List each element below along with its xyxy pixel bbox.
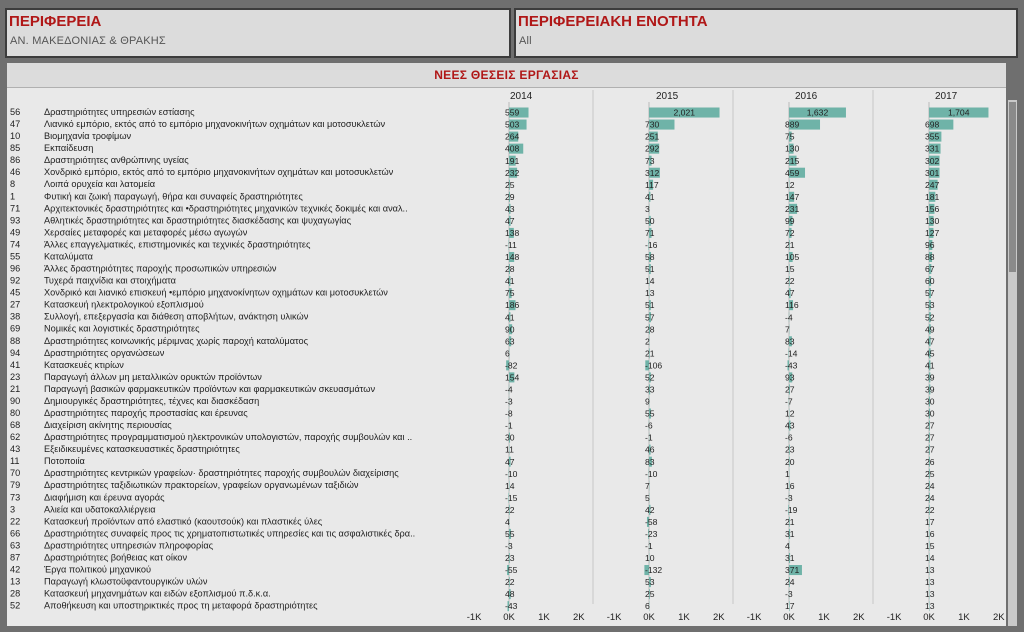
row-code: 49 bbox=[10, 227, 21, 238]
data-label: 156 bbox=[925, 203, 940, 214]
data-label: -3 bbox=[505, 396, 513, 407]
row-code: 94 bbox=[10, 347, 21, 358]
row-label: Δραστηριότητες συναφείς προς τις χρηματοπιστωτικές υπηρεσίες και τις ασφαλιστικές δρα.. bbox=[44, 528, 416, 539]
row-code: 52 bbox=[10, 600, 21, 611]
data-label: 67 bbox=[925, 264, 935, 275]
data-label: 730 bbox=[645, 119, 660, 130]
row-label: Εξειδικευμένες κατασκευαστικές δραστηριότητες bbox=[44, 444, 240, 455]
row-code: 47 bbox=[10, 119, 21, 130]
data-label: 88 bbox=[925, 252, 935, 263]
data-label: 312 bbox=[645, 167, 660, 178]
row-code: 10 bbox=[10, 131, 21, 142]
row-code: 41 bbox=[10, 359, 21, 370]
data-label: 13 bbox=[925, 565, 935, 576]
data-label: 47 bbox=[505, 456, 515, 467]
row-code: 38 bbox=[10, 311, 21, 322]
row-code: 56 bbox=[10, 107, 21, 117]
row-label: Λοιπά ορυχεία και λατομεία bbox=[44, 179, 156, 190]
row-code: 93 bbox=[10, 215, 21, 226]
data-label: 12 bbox=[785, 179, 795, 190]
data-label: 292 bbox=[645, 143, 660, 154]
row-code: 69 bbox=[10, 323, 21, 334]
data-label: 186 bbox=[505, 300, 520, 311]
data-label: -10 bbox=[645, 468, 658, 479]
row-label: Δραστηριότητες κεντρικών γραφείων· δραστηριότητες παροχής συμβουλών διαχείρισης bbox=[44, 468, 399, 479]
row-label: Κατασκευή προϊόντων από ελαστικό (καουτσούκ) και πλαστικές ύλες bbox=[44, 516, 323, 527]
data-label: 12 bbox=[785, 408, 795, 419]
data-label: 22 bbox=[505, 504, 515, 515]
row-code: 23 bbox=[10, 371, 21, 382]
data-label: 30 bbox=[505, 432, 515, 443]
row-code: 8 bbox=[10, 179, 16, 190]
data-label: 247 bbox=[925, 179, 940, 190]
row-code: 96 bbox=[10, 263, 21, 274]
data-label: 29 bbox=[505, 191, 515, 202]
x-tick-label: 1K bbox=[678, 612, 690, 623]
data-label: 7 bbox=[785, 324, 790, 335]
x-tick-label: 1K bbox=[538, 612, 550, 623]
row-label: Χονδρικό και λιανικό επισκευή •εμπόριο μηχανοκίνητων οχημάτων και μοτοσυκλετών bbox=[44, 287, 388, 298]
data-label: 231 bbox=[785, 203, 800, 214]
row-code: 43 bbox=[10, 444, 21, 455]
data-label: 33 bbox=[645, 384, 655, 395]
row-label: Χερσαίες μεταφορές και μεταφορές μέσω αγωγών bbox=[44, 227, 248, 238]
row-code: 70 bbox=[10, 468, 21, 479]
x-tick-label: -1K bbox=[466, 612, 482, 623]
data-label: 116 bbox=[785, 300, 799, 311]
row-code: 66 bbox=[10, 528, 21, 539]
scrollbar-thumb[interactable] bbox=[1009, 102, 1016, 272]
regional-unit-slicer-title: ΠΕΡΙΦΕΡΕΙΑΚΗ ΕΝΟΤΗΤΑ bbox=[518, 13, 708, 30]
x-tick-label: 0K bbox=[503, 612, 515, 623]
data-label: 47 bbox=[925, 336, 935, 347]
row-label: Δραστηριότητες ταξιδιωτικών πρακτορείων, γραφείων οργανωμένων ταξιδιών bbox=[44, 480, 359, 491]
row-code: 71 bbox=[10, 203, 21, 214]
data-label: 215 bbox=[785, 155, 800, 166]
year-header-2015: 2015 bbox=[656, 91, 679, 102]
data-label: -6 bbox=[645, 420, 653, 431]
x-tick-label: 0K bbox=[783, 612, 795, 623]
data-label: 25 bbox=[505, 179, 515, 190]
new-jobs-chart bbox=[7, 88, 1006, 626]
data-label: 301 bbox=[925, 167, 940, 178]
data-label: 71 bbox=[645, 228, 655, 238]
data-label: 28 bbox=[645, 324, 655, 335]
data-label: 148 bbox=[505, 252, 520, 263]
data-label: 21 bbox=[785, 516, 795, 527]
data-label: 50 bbox=[645, 215, 655, 226]
data-label: 13 bbox=[925, 589, 935, 600]
data-label: 355 bbox=[925, 131, 940, 142]
region-slicer[interactable] bbox=[5, 8, 511, 58]
data-label: 371 bbox=[785, 565, 800, 576]
data-label: 331 bbox=[925, 143, 940, 154]
row-code: 45 bbox=[10, 287, 21, 298]
row-label: Αθλητικές δραστηριότητες και δραστηριότητες διασκέδασης και ψυχαγωγίας bbox=[44, 215, 351, 226]
row-label: Ποτοποιία bbox=[44, 456, 85, 467]
data-label: -8 bbox=[505, 408, 513, 419]
row-code: 42 bbox=[10, 564, 21, 575]
data-label: 25 bbox=[645, 589, 655, 600]
data-label: 47 bbox=[785, 288, 795, 299]
data-label: -23 bbox=[645, 529, 658, 539]
row-label: Δραστηριότητες παροχής προστασίας και έρευνας bbox=[44, 408, 248, 418]
x-tick-label: 0K bbox=[923, 612, 935, 623]
data-label: 27 bbox=[785, 384, 795, 395]
data-label: 21 bbox=[785, 240, 795, 251]
x-tick-label: 1K bbox=[818, 612, 830, 623]
data-label: 72 bbox=[785, 228, 795, 238]
row-code: 86 bbox=[10, 155, 21, 166]
data-label: 14 bbox=[505, 480, 515, 491]
row-label: Παραγωγή άλλων μη μεταλλικών ορυκτών προϊόντων bbox=[44, 371, 262, 382]
row-code: 3 bbox=[10, 504, 16, 515]
row-code: 1 bbox=[10, 191, 16, 202]
data-label: 47 bbox=[505, 215, 515, 226]
row-label: Έργα πολιτικού μηχανικού bbox=[44, 564, 152, 575]
data-label: 24 bbox=[925, 480, 935, 491]
data-label: 559 bbox=[505, 107, 520, 118]
data-label: 264 bbox=[505, 131, 520, 142]
row-code: 13 bbox=[10, 576, 21, 587]
data-label: 130 bbox=[925, 215, 940, 226]
data-label: 52 bbox=[925, 312, 935, 323]
data-label: 96 bbox=[925, 240, 935, 251]
row-label: Συλλογή, επεξεργασία και διάθεση αποβλήτων, ανάκτηση υλικών bbox=[44, 311, 309, 322]
row-label: Δραστηριότητες υπηρεσιών εστίασης bbox=[44, 107, 195, 117]
row-code: 28 bbox=[10, 588, 21, 599]
row-label: Νομικές και λογιστικές δραστηριότητες bbox=[44, 323, 200, 334]
row-label: Παραγωγή κλωστοϋφαντουργικών υλών bbox=[44, 576, 208, 587]
data-label: 83 bbox=[645, 456, 655, 467]
row-label: Κατασκευή ηλεκτρολογικού εξοπλισμού bbox=[44, 299, 204, 310]
data-label: 17 bbox=[925, 516, 935, 527]
row-label: Δραστηριότητες κοινωνικής μέριμνας χωρίς παροχή καταλύματος bbox=[44, 335, 309, 346]
row-label: Κατασκευή μηχανημάτων και ειδών εξοπλισμού π.δ.κ.α. bbox=[44, 588, 271, 599]
row-label: Λιανικό εμπόριο, εκτός από το εμπόριο μηχανοκινήτων οχημάτων και μοτοσυκλετών bbox=[44, 119, 386, 130]
data-label: 7 bbox=[645, 480, 650, 491]
row-code: 92 bbox=[10, 275, 21, 286]
row-label: Δραστηριότητες προγραμματισμού ηλεκτρονικών υπολογιστών, παροχής συμβουλών και .. bbox=[44, 432, 413, 443]
data-label: 90 bbox=[505, 324, 515, 335]
data-label: 30 bbox=[925, 408, 935, 419]
data-label: 1,632 bbox=[806, 107, 829, 118]
data-label: 1,704 bbox=[947, 107, 970, 118]
row-label: Δραστηριότητες οργανώσεων bbox=[44, 347, 165, 358]
data-label: 154 bbox=[505, 372, 520, 383]
data-label: 11 bbox=[505, 444, 514, 455]
row-label: Καταλύματα bbox=[44, 251, 93, 262]
data-label: 57 bbox=[925, 288, 935, 299]
data-label: -15 bbox=[505, 492, 518, 503]
row-code: 87 bbox=[10, 552, 21, 563]
data-label: 25 bbox=[925, 468, 935, 479]
region-slicer-value[interactable]: ΑΝ. ΜΑΚΕΔΟΝΙΑΣ & ΘΡΑΚΗΣ bbox=[10, 35, 166, 47]
row-code: 79 bbox=[10, 480, 21, 491]
data-label: 57 bbox=[645, 312, 655, 323]
row-code: 74 bbox=[10, 239, 21, 250]
row-label: Βιομηχανία τροφίμων bbox=[44, 131, 132, 142]
row-code: 27 bbox=[10, 299, 21, 310]
data-label: 99 bbox=[785, 215, 795, 226]
x-tick-label: -1K bbox=[746, 612, 762, 623]
row-label: Διαφήμιση και έρευνα αγοράς bbox=[44, 492, 165, 503]
data-label: 3 bbox=[645, 203, 650, 214]
data-label: 232 bbox=[505, 167, 520, 178]
row-label: Φυτική και ζωική παραγωγή, θήρα και συναφείς δραστηριότητες bbox=[44, 191, 303, 202]
data-label: -1 bbox=[505, 420, 513, 431]
row-code: 73 bbox=[10, 492, 21, 503]
data-label: 41 bbox=[505, 312, 515, 323]
region-slicer-title: ΠΕΡΙΦΕΡΕΙΑ bbox=[9, 13, 102, 30]
row-code: 46 bbox=[10, 167, 21, 178]
row-label: Κατασκευές κτιρίων bbox=[44, 359, 124, 370]
data-label: 14 bbox=[925, 553, 935, 564]
data-label: -7 bbox=[785, 396, 793, 407]
data-label: 22 bbox=[785, 276, 795, 287]
data-label: 39 bbox=[925, 384, 935, 395]
data-label: -3 bbox=[505, 541, 513, 552]
data-label: 4 bbox=[785, 541, 790, 552]
data-label: 75 bbox=[505, 288, 515, 299]
row-label: Δημιουργικές δραστηριότητες, τέχνες και διασκέδαση bbox=[44, 395, 260, 406]
row-code: 21 bbox=[10, 383, 21, 394]
data-label: 83 bbox=[785, 336, 795, 347]
data-label: 63 bbox=[505, 336, 515, 347]
x-tick-label: 2K bbox=[992, 612, 1005, 623]
data-label: 127 bbox=[925, 228, 940, 238]
data-label: -1 bbox=[645, 541, 653, 552]
data-label: 41 bbox=[505, 276, 515, 287]
data-label: 42 bbox=[645, 504, 655, 515]
data-label: 13 bbox=[645, 288, 655, 299]
data-label: 1 bbox=[785, 468, 790, 479]
data-label: 73 bbox=[645, 155, 655, 166]
data-label: -1 bbox=[645, 432, 653, 443]
data-label: -106 bbox=[645, 360, 663, 371]
data-label: 24 bbox=[785, 577, 795, 588]
data-label: 147 bbox=[785, 191, 800, 202]
data-label: 24 bbox=[925, 492, 935, 503]
data-label: 21 bbox=[645, 348, 655, 359]
row-label: Εκπαίδευση bbox=[44, 143, 94, 154]
data-label: 302 bbox=[925, 155, 940, 166]
data-label: -11 bbox=[505, 240, 517, 251]
row-label: Τυχερά παιχνίδια και στοιχήματα bbox=[44, 275, 176, 286]
data-label: 26 bbox=[925, 456, 935, 467]
x-tick-label: 2K bbox=[572, 612, 585, 623]
row-label: Δραστηριότητες υπηρεσιών πληροφορίας bbox=[44, 540, 214, 551]
data-label: 39 bbox=[925, 372, 935, 383]
chart-title: ΝΕΕΣ ΘΕΣΕΙΣ ΕΡΓΑΣΙΑΣ bbox=[7, 63, 1006, 88]
data-label: 60 bbox=[925, 276, 935, 287]
data-label: 117 bbox=[645, 179, 659, 190]
data-label: 30 bbox=[925, 396, 935, 407]
data-label: 51 bbox=[645, 300, 655, 311]
data-label: 2,021 bbox=[673, 107, 696, 118]
year-header-2016: 2016 bbox=[795, 91, 818, 102]
data-label: 52 bbox=[645, 372, 655, 383]
x-tick-label: 2K bbox=[852, 612, 865, 623]
row-label: Δραστηριότητες βοήθειας κατ οίκον bbox=[44, 552, 188, 563]
data-label: 43 bbox=[785, 420, 795, 431]
x-tick-label: -1K bbox=[886, 612, 902, 623]
data-label: 105 bbox=[785, 252, 800, 263]
data-label: 13 bbox=[925, 601, 935, 612]
regional-unit-slicer-value[interactable]: All bbox=[519, 35, 532, 47]
row-label: Άλλες δραστηριότητες παροχής προσωπικών υπηρεσιών bbox=[44, 263, 277, 274]
row-label: Παραγωγή βασικών φαρμακευτικών προϊόντων και φαρμακευτικών σκευασμάτων bbox=[44, 383, 376, 394]
data-label: 27 bbox=[925, 444, 935, 455]
data-label: 9 bbox=[645, 396, 650, 407]
data-label: -43 bbox=[505, 601, 518, 612]
row-code: 22 bbox=[10, 516, 21, 527]
row-code: 88 bbox=[10, 335, 21, 346]
x-tick-label: 1K bbox=[958, 612, 970, 623]
regional-unit-slicer[interactable] bbox=[514, 8, 1018, 58]
row-code: 11 bbox=[10, 456, 20, 467]
data-label: 41 bbox=[925, 360, 935, 371]
data-label: -3 bbox=[785, 589, 793, 600]
data-label: 75 bbox=[785, 131, 795, 142]
data-label: -43 bbox=[785, 360, 798, 371]
x-tick-label: 0K bbox=[643, 612, 655, 623]
row-code: 90 bbox=[10, 395, 21, 406]
data-label: 49 bbox=[925, 324, 935, 335]
data-label: -14 bbox=[785, 348, 798, 359]
data-label: 6 bbox=[645, 601, 650, 612]
data-label: 251 bbox=[645, 131, 660, 142]
data-label: 16 bbox=[785, 480, 795, 491]
data-label: 27 bbox=[925, 432, 935, 443]
data-label: -58 bbox=[645, 516, 658, 527]
data-label: -55 bbox=[505, 565, 518, 576]
row-code: 63 bbox=[10, 540, 21, 551]
data-label: 58 bbox=[645, 252, 655, 263]
year-header-2017: 2017 bbox=[935, 91, 958, 102]
row-code: 62 bbox=[10, 432, 21, 443]
data-label: 2 bbox=[645, 336, 650, 347]
data-label: 31 bbox=[785, 553, 795, 564]
data-label: 15 bbox=[785, 264, 795, 275]
row-label: Αρχιτεκτονικές δραστηριότητες και •δραστηριότητες μηχανικών τεχνικές δοκιμές και αναλ.. bbox=[44, 203, 408, 214]
data-label: 181 bbox=[925, 191, 940, 202]
data-label: 14 bbox=[645, 276, 655, 287]
year-header-2014: 2014 bbox=[510, 91, 533, 102]
data-label: -82 bbox=[505, 360, 518, 371]
data-label: 45 bbox=[925, 348, 935, 359]
data-label: 138 bbox=[505, 228, 520, 238]
data-label: -132 bbox=[645, 565, 663, 576]
data-label: 15 bbox=[925, 541, 935, 552]
data-label: 22 bbox=[925, 504, 935, 515]
x-tick-label: 2K bbox=[712, 612, 725, 623]
row-label: Δραστηριότητες ανθρώπινης υγείας bbox=[44, 155, 189, 166]
row-label: Χονδρικό εμπόριο, εκτός από το εμπόριο μηχανοκινήτων οχημάτων και μοτοσυκλετών bbox=[44, 167, 394, 178]
data-label: 41 bbox=[645, 191, 655, 202]
x-tick-label: -1K bbox=[606, 612, 622, 623]
data-label: -3 bbox=[785, 492, 793, 503]
data-label: -4 bbox=[785, 312, 793, 323]
row-label: Διαχείριση ακίνητης περιουσίας bbox=[44, 420, 172, 431]
row-label: Άλλες επαγγελματικές, επιστημονικές και τεχνικές δραστηριότητες bbox=[44, 239, 311, 250]
data-label: 459 bbox=[785, 167, 800, 178]
row-label: Αποθήκευση και υποστηρικτικές προς τη μεταφορά δραστηριότητες bbox=[44, 600, 318, 611]
data-label: 46 bbox=[645, 444, 655, 455]
data-label: 191 bbox=[505, 155, 520, 166]
data-label: -16 bbox=[645, 240, 658, 251]
data-label: 10 bbox=[645, 553, 655, 564]
data-label: 4 bbox=[505, 516, 510, 527]
data-label: -19 bbox=[785, 504, 798, 515]
data-label: 55 bbox=[505, 529, 515, 539]
data-label: 408 bbox=[505, 143, 520, 154]
data-label: 48 bbox=[505, 589, 515, 600]
data-label: 17 bbox=[785, 601, 795, 612]
data-label: 20 bbox=[785, 456, 795, 467]
row-code: 55 bbox=[10, 251, 21, 262]
data-label: 23 bbox=[785, 444, 795, 455]
data-label: -4 bbox=[505, 384, 513, 395]
data-label: -10 bbox=[505, 468, 518, 479]
data-label: 5 bbox=[645, 492, 650, 503]
data-label: 698 bbox=[925, 119, 940, 130]
data-label: 16 bbox=[925, 529, 935, 539]
data-label: 31 bbox=[785, 529, 795, 539]
data-label: 6 bbox=[505, 348, 510, 359]
data-label: 27 bbox=[925, 420, 935, 431]
data-label: 23 bbox=[505, 553, 515, 564]
data-label: 889 bbox=[785, 119, 800, 130]
data-label: 13 bbox=[925, 577, 935, 588]
data-label: 55 bbox=[645, 408, 655, 419]
row-code: 80 bbox=[10, 408, 21, 418]
data-label: 130 bbox=[785, 143, 800, 154]
row-label: Αλιεία και υδατοκαλλιέργεια bbox=[44, 504, 156, 515]
data-label: -6 bbox=[785, 432, 793, 443]
data-label: 43 bbox=[505, 203, 515, 214]
data-label: 51 bbox=[645, 264, 655, 275]
data-label: 28 bbox=[505, 264, 515, 275]
data-label: 22 bbox=[505, 577, 515, 588]
data-label: 503 bbox=[505, 119, 520, 130]
row-code: 85 bbox=[10, 143, 21, 154]
data-label: 53 bbox=[645, 577, 655, 588]
data-label: 53 bbox=[925, 300, 935, 311]
row-code: 68 bbox=[10, 420, 21, 431]
data-label: 93 bbox=[785, 372, 795, 383]
